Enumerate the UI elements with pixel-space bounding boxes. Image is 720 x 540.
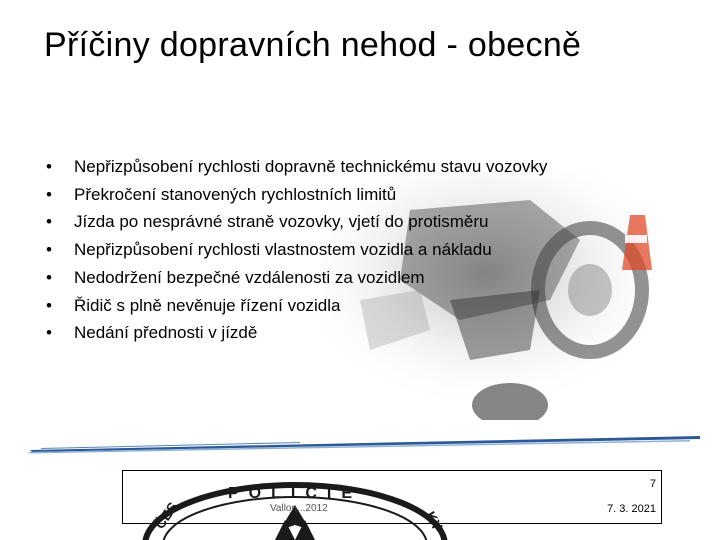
footer-date: 7. 3. 2021 [607,503,656,515]
bullet-item [46,181,547,209]
bullet-item [46,264,547,292]
bullet-text: Nedodržení bezpečné vzdálenosti za vozidlem [74,267,425,287]
decorative-stripe [0,430,720,460]
bullet-item [46,208,547,236]
svg-text:ČES: ČES [151,498,181,532]
svg-text:KY: KY [422,508,446,534]
bullet-icon: • [46,212,52,232]
bullet-icon: • [46,267,52,287]
slide-number: 7 [649,478,656,490]
footer-text: Vallon...2012 [270,503,328,514]
bullet-icon: • [46,323,52,343]
slide-title: Příčiny dopravních nehod - obecně [44,26,582,64]
bullet-item [46,319,547,347]
bullet-item [46,292,547,320]
bullet-icon: • [46,157,52,176]
bullet-text: Překročení stanovených rychlostních limitů [74,184,397,204]
bullet-text: Nepřizpůsobení rychlosti vlastnostem vozidla a nákladu [74,240,492,260]
bullet-icon: • [46,295,52,315]
bullet-text: Nedání přednosti v jízdě [74,323,258,343]
bullet-text: Řidič s plně nevěnuje řízení vozidla [74,295,341,315]
bullet-text: Jízda po nesprávné straně vozovky, vjetí do protisměru [74,212,489,232]
bullet-icon: • [46,240,52,260]
bullet-item [46,236,547,264]
bullet-item [46,153,547,181]
svg-text:POLICIE: POLICIE [227,485,363,502]
bullet-text: Nepřizpůsobení rychlosti dopravně technickému stavu vozovky [74,157,548,176]
bullet-list [46,153,547,347]
bullet-icon: • [46,184,52,204]
